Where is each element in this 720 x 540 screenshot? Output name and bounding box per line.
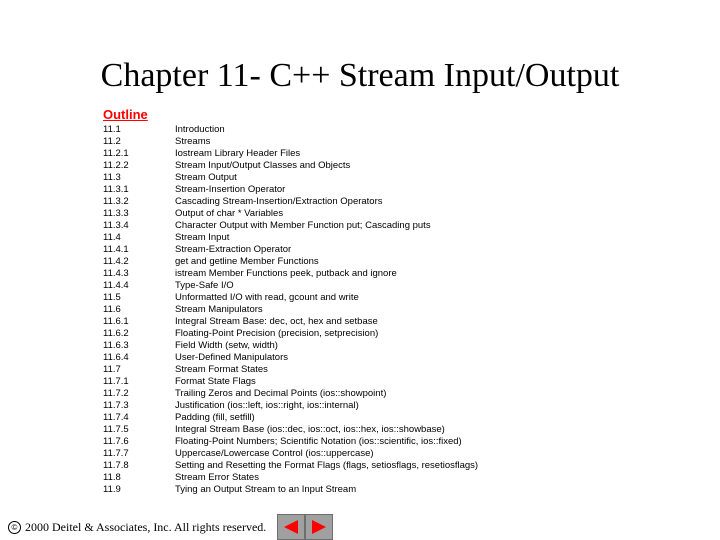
toc-section-number: 11.3.2 bbox=[103, 196, 129, 207]
toc-section-title: Floating-Point Numbers; Scientific Notation (ios::scientific, ios::fixed) bbox=[175, 436, 462, 447]
toc-section-number: 11.6.4 bbox=[103, 352, 129, 363]
toc-row bbox=[103, 256, 478, 268]
toc-row bbox=[103, 172, 478, 184]
toc-section-number: 11.2.1 bbox=[103, 148, 129, 159]
toc-section-number: 11.8 bbox=[103, 472, 121, 483]
toc-section-number: 11.2 bbox=[103, 136, 121, 147]
toc-row bbox=[103, 400, 478, 412]
toc-section-number: 11.7.6 bbox=[103, 436, 129, 447]
toc-section-title: Format State Flags bbox=[175, 376, 256, 387]
toc-section-title: Stream Input bbox=[175, 232, 230, 243]
toc-row bbox=[103, 436, 478, 448]
toc-row bbox=[103, 136, 478, 148]
toc-row bbox=[103, 388, 478, 400]
toc-section-title: Floating-Point Precision (precision, setprecision) bbox=[175, 328, 379, 339]
toc-section-title: Trailing Zeros and Decimal Points (ios::showpoint) bbox=[175, 388, 387, 399]
toc-section-title: Stream Manipulators bbox=[175, 304, 263, 315]
copyright-text: 2000 Deitel & Associates, Inc. All rights reserved. bbox=[25, 519, 267, 534]
toc-row bbox=[103, 376, 478, 388]
toc-row bbox=[103, 484, 478, 496]
toc-section-title: Unformatted I/O with read, gcount and write bbox=[175, 292, 359, 303]
previous-slide-button[interactable] bbox=[277, 514, 305, 540]
toc-section-title: get and getline Member Functions bbox=[175, 256, 319, 267]
toc-section-title: Integral Stream Base: dec, oct, hex and setbase bbox=[175, 316, 378, 327]
toc-row bbox=[103, 460, 478, 472]
toc-section-number: 11.4.3 bbox=[103, 268, 129, 279]
toc-section-title: Stream Output bbox=[175, 172, 237, 183]
toc-row bbox=[103, 232, 478, 244]
toc-section-number: 11.4.1 bbox=[103, 244, 129, 255]
toc-section-title: Field Width (setw, width) bbox=[175, 340, 278, 351]
toc-section-number: 11.7.7 bbox=[103, 448, 129, 459]
toc-section-title: Stream-Insertion Operator bbox=[175, 184, 286, 195]
toc-section-title: Stream-Extraction Operator bbox=[175, 244, 292, 255]
toc-section-title: Tying an Output Stream to an Input Stream bbox=[175, 484, 357, 495]
toc-section-title: Justification (ios::left, ios::right, ios::internal) bbox=[175, 400, 359, 411]
toc-section-number: 11.7.4 bbox=[103, 412, 129, 423]
toc-section-number: 11.6.3 bbox=[103, 340, 129, 351]
toc-row bbox=[103, 148, 478, 160]
toc-section-number: 11.3.1 bbox=[103, 184, 129, 195]
toc-row bbox=[103, 244, 478, 256]
toc-row bbox=[103, 340, 478, 352]
toc-section-title: Stream Error States bbox=[175, 472, 259, 483]
toc-section-title: Setting and Resetting the Format Flags (flags, setiosflags, resetiosflags) bbox=[175, 460, 479, 471]
toc-section-title: Introduction bbox=[175, 124, 225, 135]
toc-row bbox=[103, 280, 478, 292]
toc-section-number: 11.9 bbox=[103, 484, 121, 495]
toc-row bbox=[103, 160, 478, 172]
toc-section-number: 11.7.5 bbox=[103, 424, 129, 435]
toc-section-number: 11.1 bbox=[103, 124, 121, 135]
toc-row bbox=[103, 208, 478, 220]
toc-section-title: Integral Stream Base (ios::dec, ios::oct, ios::hex, ios::showbase) bbox=[175, 424, 445, 435]
toc-section-title: Uppercase/Lowercase Control (ios::uppercase) bbox=[175, 448, 374, 459]
toc-section-title: Character Output with Member Function put; Cascading puts bbox=[175, 220, 431, 231]
toc-section-title: istream Member Functions peek, putback and ignore bbox=[175, 268, 397, 279]
toc-section-title: Padding (fill, setfill) bbox=[175, 412, 255, 423]
table-of-contents bbox=[103, 124, 478, 496]
toc-row bbox=[103, 124, 478, 136]
toc-section-number: 11.6 bbox=[103, 304, 121, 315]
toc-section-number: 11.3.4 bbox=[103, 220, 129, 231]
toc-section-title: Stream Format States bbox=[175, 364, 268, 375]
toc-section-title: Type-Safe I/O bbox=[175, 280, 234, 291]
toc-row bbox=[103, 304, 478, 316]
triangle-right-icon bbox=[310, 519, 328, 535]
triangle-left-icon bbox=[282, 519, 300, 535]
toc-row bbox=[103, 412, 478, 424]
toc-section-number: 11.7 bbox=[103, 364, 121, 375]
slide-title: Chapter 11- C++ Stream Input/Output bbox=[100, 57, 620, 94]
toc-section-number: 11.4.4 bbox=[103, 280, 129, 291]
toc-section-number: 11.4.2 bbox=[103, 256, 129, 267]
toc-section-title: Iostream Library Header Files bbox=[175, 148, 301, 159]
toc-row bbox=[103, 196, 478, 208]
toc-section-number: 11.6.2 bbox=[103, 328, 129, 339]
toc-row bbox=[103, 328, 478, 340]
next-slide-button[interactable] bbox=[305, 514, 333, 540]
toc-section-number: 11.7.3 bbox=[103, 400, 129, 411]
toc-section-title: Stream Input/Output Classes and Objects bbox=[175, 160, 351, 171]
toc-section-number: 11.3 bbox=[103, 172, 121, 183]
toc-row bbox=[103, 184, 478, 196]
toc-section-title: Streams bbox=[175, 136, 211, 147]
toc-row bbox=[103, 268, 478, 280]
toc-row bbox=[103, 424, 478, 436]
footer bbox=[8, 516, 266, 538]
toc-section-number: 11.4 bbox=[103, 232, 121, 243]
toc-row bbox=[103, 472, 478, 484]
toc-section-number: 11.6.1 bbox=[103, 316, 129, 327]
toc-section-title: User-Defined Manipulators bbox=[175, 352, 288, 363]
toc-section-number: 11.2.2 bbox=[103, 160, 129, 171]
toc-row bbox=[103, 352, 478, 364]
outline-label: Outline bbox=[103, 107, 148, 122]
toc-section-number: 11.5 bbox=[103, 292, 121, 303]
toc-section-number: 11.7.8 bbox=[103, 460, 129, 471]
copyright-icon: © bbox=[8, 521, 21, 534]
toc-section-number: 11.7.2 bbox=[103, 388, 129, 399]
toc-section-number: 11.7.1 bbox=[103, 376, 129, 387]
toc-row bbox=[103, 448, 478, 460]
toc-section-title: Cascading Stream-Insertion/Extraction Operators bbox=[175, 196, 383, 207]
toc-row bbox=[103, 364, 478, 376]
toc-section-title: Output of char * Variables bbox=[175, 208, 284, 219]
toc-section-number: 11.3.3 bbox=[103, 208, 129, 219]
toc-row bbox=[103, 220, 478, 232]
toc-row bbox=[103, 292, 478, 304]
toc-row bbox=[103, 316, 478, 328]
